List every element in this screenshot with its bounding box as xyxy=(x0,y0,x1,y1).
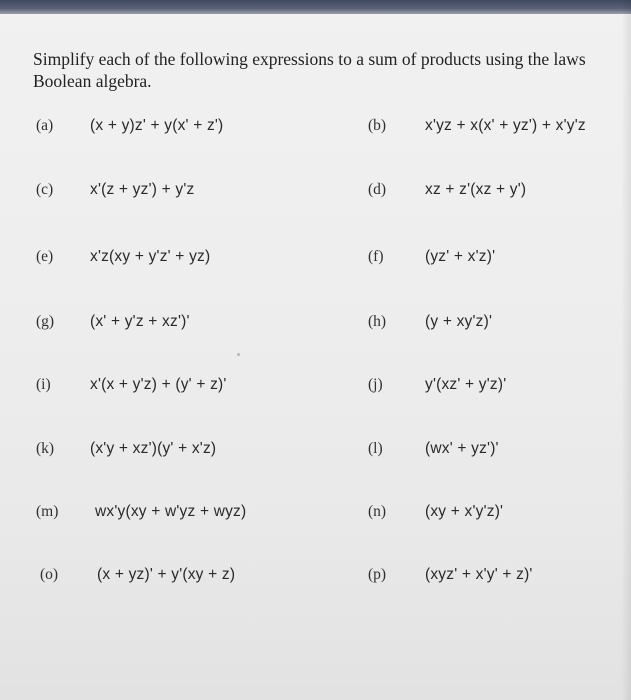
problem-row xyxy=(0,503,631,529)
problem-label: (k) xyxy=(36,440,55,457)
problem-label: (f) xyxy=(368,248,384,265)
problem-label: (p) xyxy=(368,566,387,583)
problem-expression: (x + yz)' + y'(xy + z) xyxy=(97,566,236,583)
instructions xyxy=(33,48,631,92)
problem-expression: x'(x + y'z) + (y' + z)' xyxy=(90,376,227,393)
problem-label: (g) xyxy=(36,313,55,330)
problem-label: (e) xyxy=(36,248,54,265)
problem-row xyxy=(0,117,631,143)
problem-label: (b) xyxy=(368,117,387,134)
problem-expression: x'z(xy + y'z' + yz) xyxy=(90,248,211,265)
problem-expression: (wx' + yz')' xyxy=(425,440,499,457)
problem-label: (h) xyxy=(368,313,387,330)
top-edge-strip xyxy=(0,0,631,14)
problem-label: (d) xyxy=(368,181,387,198)
problem-row xyxy=(0,248,631,274)
problem-label: (n) xyxy=(368,503,387,520)
instructions-line-2: Boolean algebra. xyxy=(33,71,152,91)
page-edge-shadow xyxy=(621,0,631,700)
problem-expression: (x' + y'z + xz')' xyxy=(90,313,190,330)
problem-expression: (x + y)z' + y(x' + z') xyxy=(90,117,224,134)
problem-expression: (xyz' + x'y' + z)' xyxy=(425,566,533,583)
problem-label: (m) xyxy=(36,503,59,520)
problem-expression: wx'y(xy + w'yz + wyz) xyxy=(95,503,247,520)
problem-row xyxy=(0,376,631,402)
problem-label: (i) xyxy=(36,376,51,393)
problem-expression: x'(z + yz') + y'z xyxy=(90,181,195,198)
paper-speck xyxy=(237,353,240,356)
problem-row xyxy=(0,181,631,207)
problem-row xyxy=(0,566,631,592)
problem-expression: y'(xz' + y'z)' xyxy=(425,376,507,393)
problem-expression: xz + z'(xz + y') xyxy=(425,181,527,198)
problem-expression: (yz' + x'z)' xyxy=(425,248,496,265)
problem-expression: x'yz + x(x' + yz') + x'y'z xyxy=(425,117,586,134)
instructions-line-1: Simplify each of the following expressions to a sum of products using the laws xyxy=(33,49,586,69)
problem-expression: (xy + x'y'z)' xyxy=(425,503,504,520)
problem-label: (o) xyxy=(40,566,59,583)
problem-expression: (y + xy'z)' xyxy=(425,313,493,330)
problem-row xyxy=(0,440,631,466)
problem-label: (j) xyxy=(368,376,383,393)
problem-expression: (x'y + xz')(y' + x'z) xyxy=(90,440,217,457)
problem-label: (a) xyxy=(36,117,54,134)
problem-label: (c) xyxy=(36,181,54,198)
problem-label: (l) xyxy=(368,440,383,457)
problem-row xyxy=(0,313,631,339)
